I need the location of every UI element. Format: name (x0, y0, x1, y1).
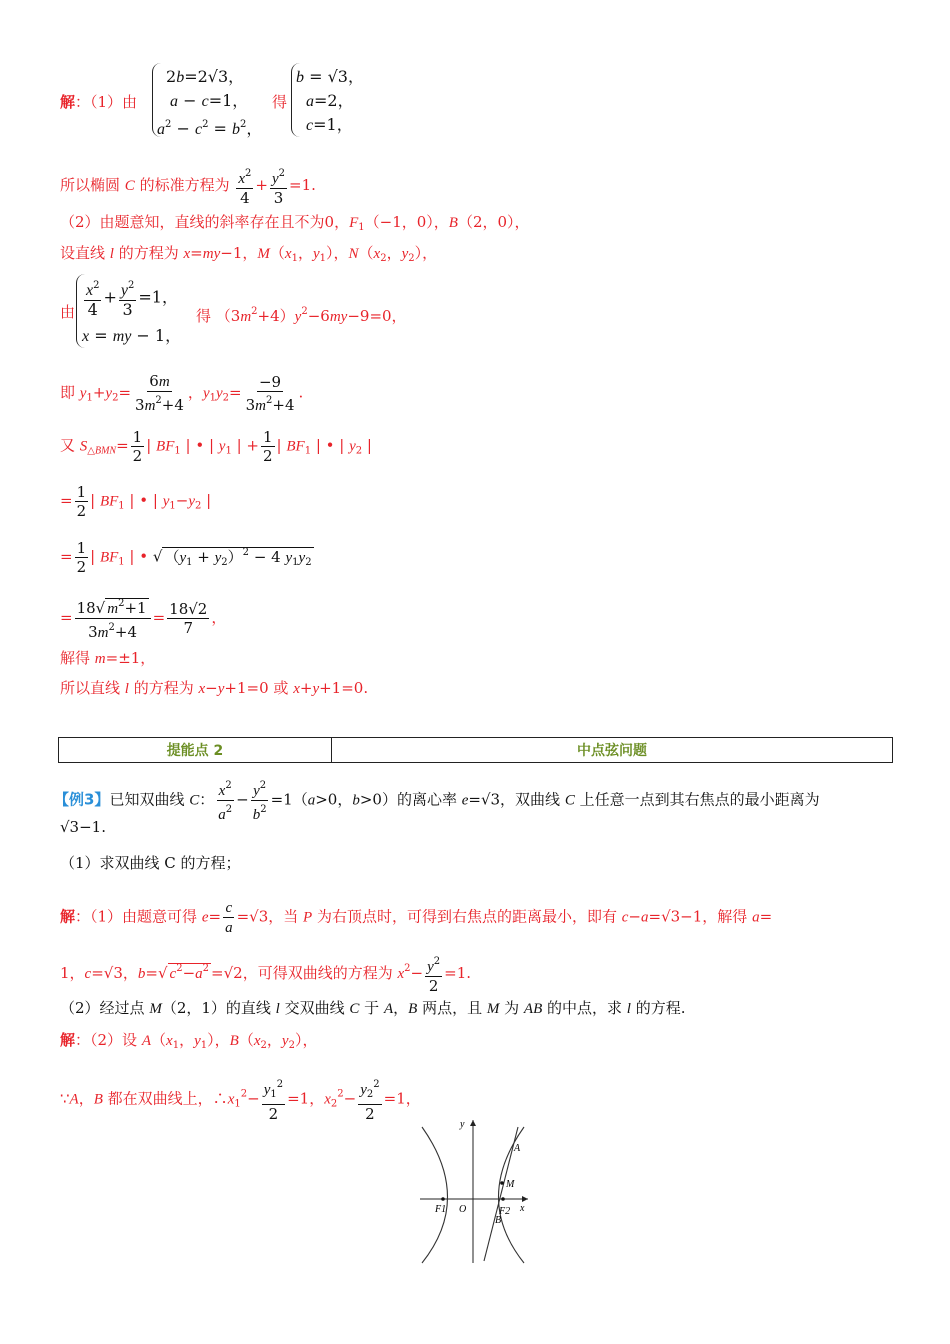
ellipse-conclusion: 所以椭圆 C 的标准方程为 $\frac{x^2}{4}$ + $\frac{y^2}{3}$ =1. (60, 165, 316, 207)
answer2-line2: ∵A，B 都在双曲线上，$\therefore x_1^2-$ $\frac{y_1^2}{2}$ =1，$x_2^2-$ $\frac{y_2^2}{2}$ =1， (60, 1076, 421, 1123)
label-x: x (520, 1203, 525, 1214)
area-line2: = $\frac{1}{2}$ | $BF_1$ | • | $y_1-y_2$ | (60, 483, 212, 520)
system2-eq3: c=1， (306, 115, 353, 134)
x-axis-arrow (522, 1196, 528, 1202)
topic-right-cell: 中点弦问题 (332, 738, 893, 763)
solve-m: 解得 m=±1， (60, 649, 156, 667)
label-y: y (460, 1119, 465, 1130)
question-2: （2）经过点 M（2，1）的直线 l 交双曲线 C 于 A，B 两点，且 M 为 AB 的中点，求 l 的方程. (60, 999, 686, 1017)
y-axis-arrow (470, 1120, 476, 1126)
example-tag: 【例3】 (54, 790, 110, 809)
system3-intro: 由 (60, 303, 76, 321)
system3-eq1: $\frac{x^2}{4}$ + $\frac{y^2}{3}$ =1， (82, 277, 178, 319)
part2-line2: 设直线 l 的方程为 x=my−1，$M(x_1$，$y_1$），$N(x_2$，$y_2$）， (60, 244, 438, 264)
label-b: B (495, 1215, 502, 1226)
system2-eq2: a=2， (306, 91, 354, 110)
right-branch (499, 1127, 525, 1263)
answer1-line1: 解：（1）由题意可得 e= $\frac{c}{a}$ =√3，当 P 为右顶点时，可得到右焦点的距离最小，即有 c−a=√3−1，解得 a= (60, 900, 773, 936)
hyperbola-figure (410, 1115, 535, 1265)
focus-f2-dot (501, 1197, 505, 1201)
left-branch (422, 1127, 448, 1263)
system1-eq3: $a^2 - c^2 = b^2$， (157, 119, 263, 138)
answer1-line2: 1，c=√3，b=√ $c^2-a^2 =√2$，可得双曲线的方程为 $x^2-$ $\frac{y^2}{2}$ =1. (60, 953, 471, 995)
point-m-dot (500, 1181, 504, 1185)
question-1: （1）求双曲线 C 的方程； (60, 854, 241, 872)
system3-result: 得 $(3m^2+4)y^2-6my-9=0$， (196, 306, 407, 325)
label-f1: F1 (435, 1204, 447, 1215)
label-a: A (514, 1143, 521, 1154)
focus-f1-dot (441, 1197, 445, 1201)
area-line1: 又 $S_{\triangle BMN}=$ $\frac{1}{2}$ | $BF_1$ | • | $y_1$ | + $\frac{1}{2}$ | $BF_1$ | • | $y_2$ | (60, 428, 372, 465)
label-origin: O (459, 1204, 467, 1215)
topic-left-cell: 提能点 2 (59, 738, 332, 763)
vieta-relations: 即 $y_1+y_2=$ $\frac{6m}{3m^2+4}$ ，$y_1y_2=$ $\frac{-9}{3m^2+4}$ . (60, 372, 304, 414)
example3-statement-cont: √3−1. (60, 818, 106, 836)
final-lines: 所以直线 l 的方程为 x−y+1=0 或 x+y+1=0. (60, 679, 369, 697)
system1-eq1: 2b=2√3， (166, 67, 245, 86)
label-f2: F2 (499, 1206, 511, 1217)
system2-eq1: b = √3， (296, 67, 364, 86)
get-word: 得 (272, 93, 288, 111)
label-m: M (506, 1179, 515, 1190)
part2-line1: （2）由题意知，直线的斜率存在且不为0，$F_1(-1$，0），B（2，0）， (60, 213, 530, 233)
system3-eq2: x = my − 1， (82, 326, 182, 345)
chord-line (484, 1127, 518, 1261)
system1-eq2: a − c=1， (170, 91, 249, 110)
example3-statement: 【例3】已知双曲线 C： $\frac{x^2}{a^2}$ − $\frac{y^2}{b^2}$ =1（a>0，b>0）的离心率 e=√3，双曲线 C 上任意一点到其右焦点的最小距离为 (54, 777, 820, 824)
area-line3: = $\frac{1}{2}$ | $BF_1$ | • √ $(y_1 + y_2)^2 - 4$ $y_1y_2$ (60, 539, 312, 576)
solution-1-intro: 解：（1）由 (60, 93, 138, 111)
topic-table (58, 737, 893, 763)
answer2-line1: 解：（2）设 $A(x_1$，$y_1$），$B(x_2$，$y_2$）， (60, 1031, 318, 1051)
area-line4: = $\frac{18√ m^2+1}{3m^2+4}$ = $\frac{18√2}{7}$ ， (60, 595, 226, 642)
